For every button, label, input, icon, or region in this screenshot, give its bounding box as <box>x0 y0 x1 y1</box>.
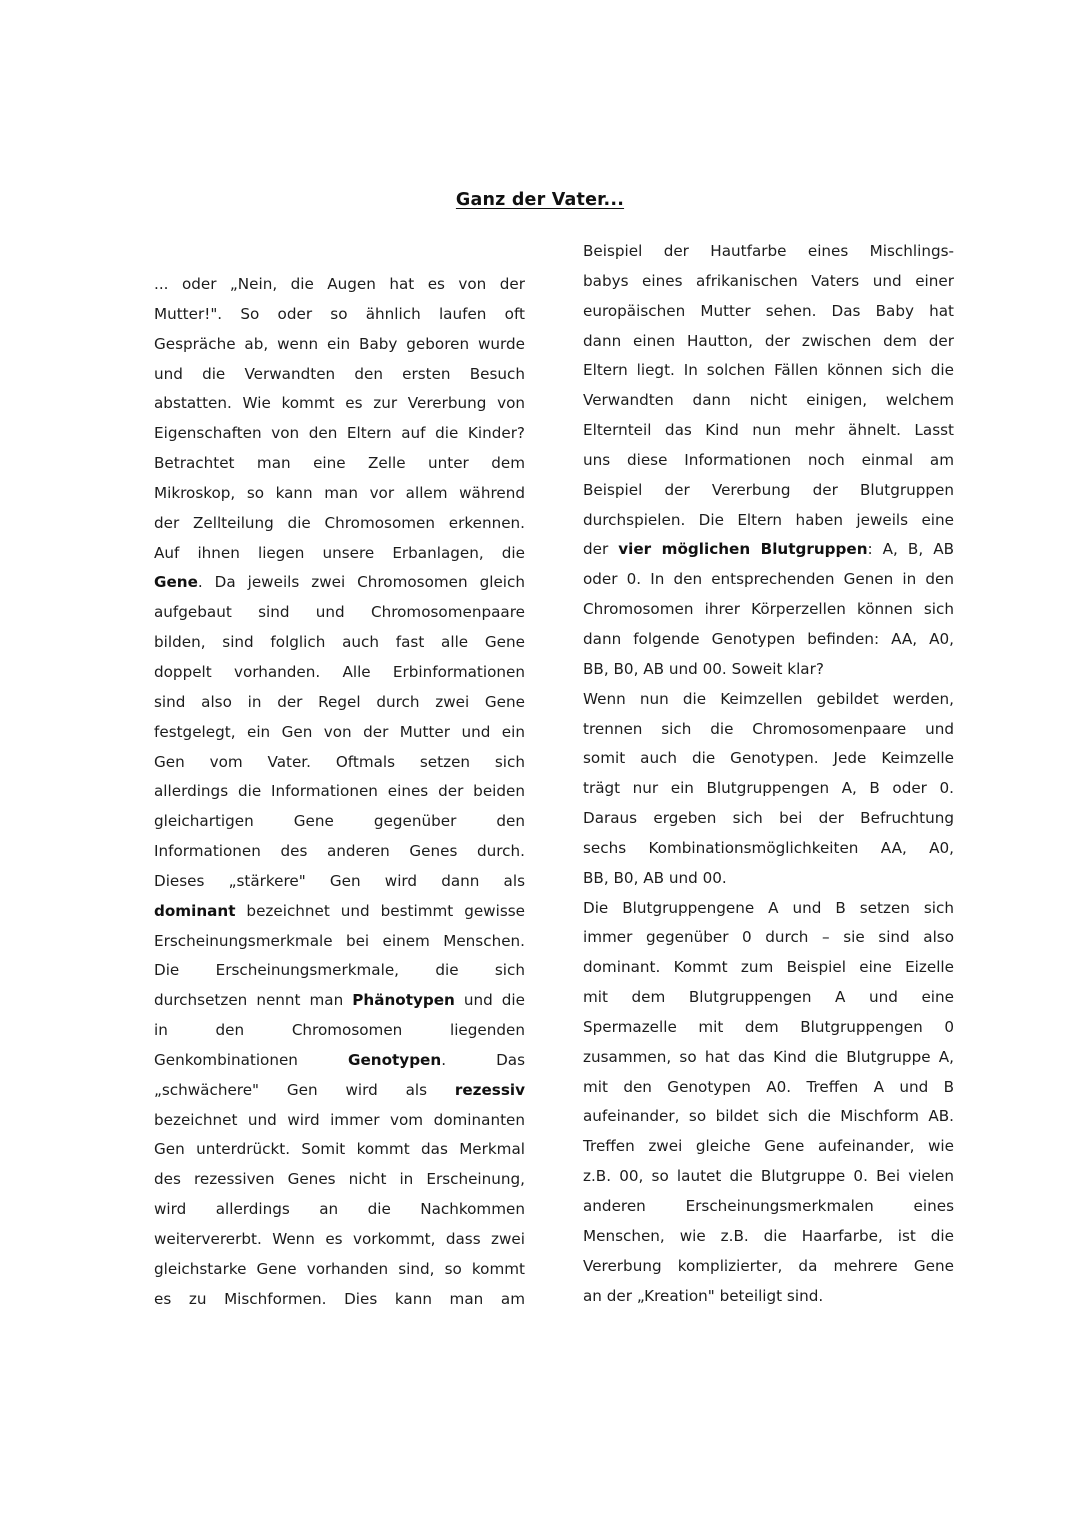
text-line <box>583 1252 954 1282</box>
text-line <box>583 386 954 416</box>
text-line <box>583 416 954 446</box>
text-segment: sechs Kombinationsmöglichkeiten AA, A0, <box>583 838 954 857</box>
text-line <box>154 389 525 419</box>
text-line <box>583 476 954 506</box>
text-line <box>583 834 954 864</box>
bold-term: vier möglichen Blutgruppen <box>618 540 868 559</box>
text-line <box>154 986 525 1016</box>
text-segment: Eigenschaften von den Eltern auf die Kinder? <box>154 424 525 443</box>
text-segment: abstatten. Wie kommt es zur Vererbung von <box>154 394 525 413</box>
text-line <box>583 864 954 894</box>
text-segment: babys eines afrikanischen Vaters und einer <box>583 271 954 290</box>
text-segment: allerdings die Informationen eines der beiden <box>154 782 525 801</box>
text-segment: durchspielen. Die Eltern haben jeweils eine <box>583 510 954 529</box>
text-segment: dominant. Kommt zum Beispiel eine Eizelle <box>583 958 954 977</box>
text-segment: Mikroskop, so kann man vor allem während <box>154 483 525 502</box>
text-line <box>583 983 954 1013</box>
text-line <box>583 1132 954 1162</box>
text-line <box>154 897 525 927</box>
text-line <box>154 777 525 807</box>
text-line <box>154 658 525 688</box>
text-segment: an der „Kreation" beteiligt sind. <box>583 1286 824 1305</box>
text-line <box>154 837 525 867</box>
text-line <box>154 1046 525 1076</box>
text-segment: aufgebaut sind und Chromosomenpaare <box>154 603 525 622</box>
text-segment: dann folgende Genotypen befinden: AA, A0, <box>583 629 954 648</box>
text-line <box>583 327 954 357</box>
text-segment: Treffen zwei gleiche Gene aufeinander, wie <box>583 1137 954 1156</box>
text-segment: und die <box>454 991 525 1010</box>
page-title: Ganz der Vater... <box>455 190 625 210</box>
text-line <box>583 595 954 625</box>
text-line <box>154 628 525 658</box>
text-segment: Genkombinationen <box>154 1050 349 1069</box>
text-line <box>583 267 954 297</box>
text-line <box>583 1102 954 1132</box>
text-segment: Wenn nun die Keimzellen gebildet werden, <box>583 689 954 708</box>
text-line <box>583 625 954 655</box>
text-line <box>154 688 525 718</box>
text-segment: der Zellteilung die Chromosomen erkennen. <box>154 513 525 532</box>
text-line <box>583 715 954 745</box>
text-segment: gleichartigen Gene gegenüber den <box>154 812 525 831</box>
text-segment: . Da jeweils zwei Chromosomen gleich <box>197 573 525 592</box>
text-line <box>583 894 954 924</box>
text-segment: bilden, sind folglich auch fast alle Gene <box>154 633 525 652</box>
text-segment: immer gegenüber 0 durch – sie sind also <box>583 928 954 947</box>
text-segment: mit dem Blutgruppengen A und eine <box>583 988 954 1007</box>
text-segment: wird allerdings an die Nachkommen <box>154 1200 525 1219</box>
text-line <box>154 270 525 300</box>
text-segment: weitervererbt. Wenn es vorkommt, dass zwei <box>154 1230 525 1248</box>
text-line <box>583 1222 954 1252</box>
bold-term: Gene <box>154 573 198 592</box>
text-line <box>583 356 954 386</box>
text-line <box>154 867 525 897</box>
text-segment: Mutter!". So oder so ähnlich laufen oft <box>154 304 525 323</box>
text-line <box>583 1282 954 1312</box>
text-segment: Menschen, wie z.B. die Haarfarbe, ist die <box>583 1226 954 1245</box>
text-line <box>583 655 954 685</box>
text-segment: ... oder „Nein, die Augen hat es von der <box>154 275 525 293</box>
text-segment: Eltern liegt. In solchen Fällen können sich die <box>583 361 954 380</box>
text-line <box>583 237 954 267</box>
text-line <box>154 419 525 449</box>
text-segment: doppelt vorhanden. Alle Erbinformationen <box>154 662 525 681</box>
text-line <box>583 923 954 953</box>
text-segment: Elternteil das Kind nun mehr ähnelt. Lasst <box>583 421 954 440</box>
text-segment: z.B. 00, so lautet die Blutgruppe 0. Bei vielen <box>583 1167 954 1186</box>
text-line <box>154 1195 525 1225</box>
text-segment: es zu Mischformen. Dies kann man am <box>154 1289 525 1308</box>
text-segment: BB, B0, AB und 00. <box>583 868 727 887</box>
text-segment: Gen vom Vater. Oftmals setzen sich <box>154 752 525 771</box>
text-line <box>154 330 525 360</box>
text-segment: bezeichnet und wird immer vom dominanten <box>154 1110 525 1129</box>
text-segment: Erscheinungsmerkmale bei einem Menschen. <box>154 931 525 950</box>
text-segment: Beispiel der Vererbung der Blutgruppen <box>583 480 954 499</box>
text-line <box>154 1255 525 1285</box>
text-line <box>154 1165 525 1195</box>
text-line <box>154 1106 525 1136</box>
text-line <box>583 446 954 476</box>
text-segment: Gen unterdrückt. Somit kommt das Merkmal <box>154 1140 525 1159</box>
text-segment: oder 0. In den entsprechenden Genen in den <box>583 570 954 589</box>
text-line <box>154 1076 525 1106</box>
text-segment: gleichstarke Gene vorhanden sind, so kommt <box>154 1259 525 1278</box>
text-segment: Spermazelle mit dem Blutgruppengen 0 <box>583 1017 954 1036</box>
right-text-column <box>583 237 954 1311</box>
text-line <box>154 1225 525 1255</box>
text-segment: der <box>583 540 619 559</box>
bold-term: dominant <box>154 901 236 920</box>
text-segment: Dieses „stärkere" Gen wird dann als <box>154 871 525 890</box>
text-line <box>583 297 954 327</box>
text-line <box>154 807 525 837</box>
text-line <box>583 953 954 983</box>
text-line <box>154 479 525 509</box>
text-line <box>154 1135 525 1165</box>
left-text-column <box>154 270 525 1315</box>
text-line <box>583 744 954 774</box>
text-line <box>154 718 525 748</box>
text-line <box>154 539 525 569</box>
text-segment: „schwächere" Gen wird als <box>154 1080 455 1099</box>
text-segment: : A, B, AB <box>867 540 955 559</box>
text-line <box>583 804 954 834</box>
text-line <box>583 1162 954 1192</box>
text-line <box>154 360 525 390</box>
text-segment: uns diese Informationen noch einmal am <box>583 450 954 469</box>
text-segment: sind also in der Regel durch zwei Gene <box>154 692 525 711</box>
text-line <box>583 535 954 565</box>
text-segment: trägt nur ein Blutgruppengen A, B oder 0. <box>583 779 954 798</box>
text-segment: Beispiel der Hautfarbe eines Mischlings- <box>583 242 954 260</box>
text-line <box>154 956 525 986</box>
text-segment: Auf ihnen liegen unsere Erbanlagen, die <box>154 543 525 562</box>
text-segment: und die Verwandten den ersten Besuch <box>154 364 525 383</box>
text-segment: . Das <box>441 1050 525 1069</box>
text-segment: europäischen Mutter sehen. Das Baby hat <box>583 301 954 320</box>
text-segment: in den Chromosomen liegenden <box>154 1021 525 1040</box>
text-line <box>583 685 954 715</box>
text-segment: BB, B0, AB und 00. Soweit klar? <box>583 659 824 678</box>
text-segment: Verwandten dann nicht einigen, welchem <box>583 391 954 410</box>
text-segment: zusammen, so hat das Kind die Blutgruppe A, <box>583 1047 954 1066</box>
text-line <box>154 300 525 330</box>
text-segment: Gespräche ab, wenn ein Baby geboren wurde <box>154 334 525 353</box>
text-segment: mit den Genotypen A0. Treffen A und B <box>583 1077 954 1096</box>
text-segment: Vererbung komplizierter, da mehrere Gene <box>583 1256 954 1275</box>
text-line <box>583 1043 954 1073</box>
text-segment: durchsetzen nennt man <box>154 991 353 1010</box>
text-line <box>583 774 954 804</box>
text-segment: trennen sich die Chromosomenpaare und <box>583 719 954 738</box>
text-line <box>154 927 525 957</box>
text-segment: dann einen Hautton, der zwischen dem der <box>583 331 954 350</box>
text-line <box>583 1073 954 1103</box>
text-line <box>154 1016 525 1046</box>
text-segment: somit auch die Genotypen. Jede Keimzelle <box>583 749 954 768</box>
text-line <box>583 1013 954 1043</box>
text-line <box>154 509 525 539</box>
text-line <box>583 506 954 536</box>
bold-term: Phänotypen <box>352 991 455 1010</box>
text-segment: Betrachtet man eine Zelle unter dem <box>154 454 525 473</box>
text-segment: Die Erscheinungsmerkmale, die sich <box>154 961 525 980</box>
text-segment: Die Blutgruppengene A und B setzen sich <box>583 898 954 917</box>
text-segment: bezeichnet und bestimmt gewisse <box>235 901 525 920</box>
bold-term: rezessiv <box>454 1080 525 1099</box>
text-line <box>154 598 525 628</box>
text-line <box>583 1192 954 1222</box>
text-line <box>154 568 525 598</box>
text-line <box>154 748 525 778</box>
text-line <box>583 565 954 595</box>
text-segment: festgelegt, ein Gen von der Mutter und ein <box>154 722 525 741</box>
text-segment: anderen Erscheinungsmerkmalen eines <box>583 1197 954 1215</box>
text-line <box>154 1285 525 1315</box>
text-segment: des rezessiven Genes nicht in Erscheinung, <box>154 1170 525 1189</box>
bold-term: Genotypen <box>348 1050 442 1069</box>
text-segment: aufeinander, so bildet sich die Mischform AB. <box>583 1107 954 1126</box>
text-segment: Chromosomen ihrer Körperzellen können sich <box>583 600 954 619</box>
text-segment: Daraus ergeben sich bei der Befruchtung <box>583 809 954 828</box>
text-line <box>154 449 525 479</box>
text-segment: Informationen des anderen Genes durch. <box>154 842 525 861</box>
